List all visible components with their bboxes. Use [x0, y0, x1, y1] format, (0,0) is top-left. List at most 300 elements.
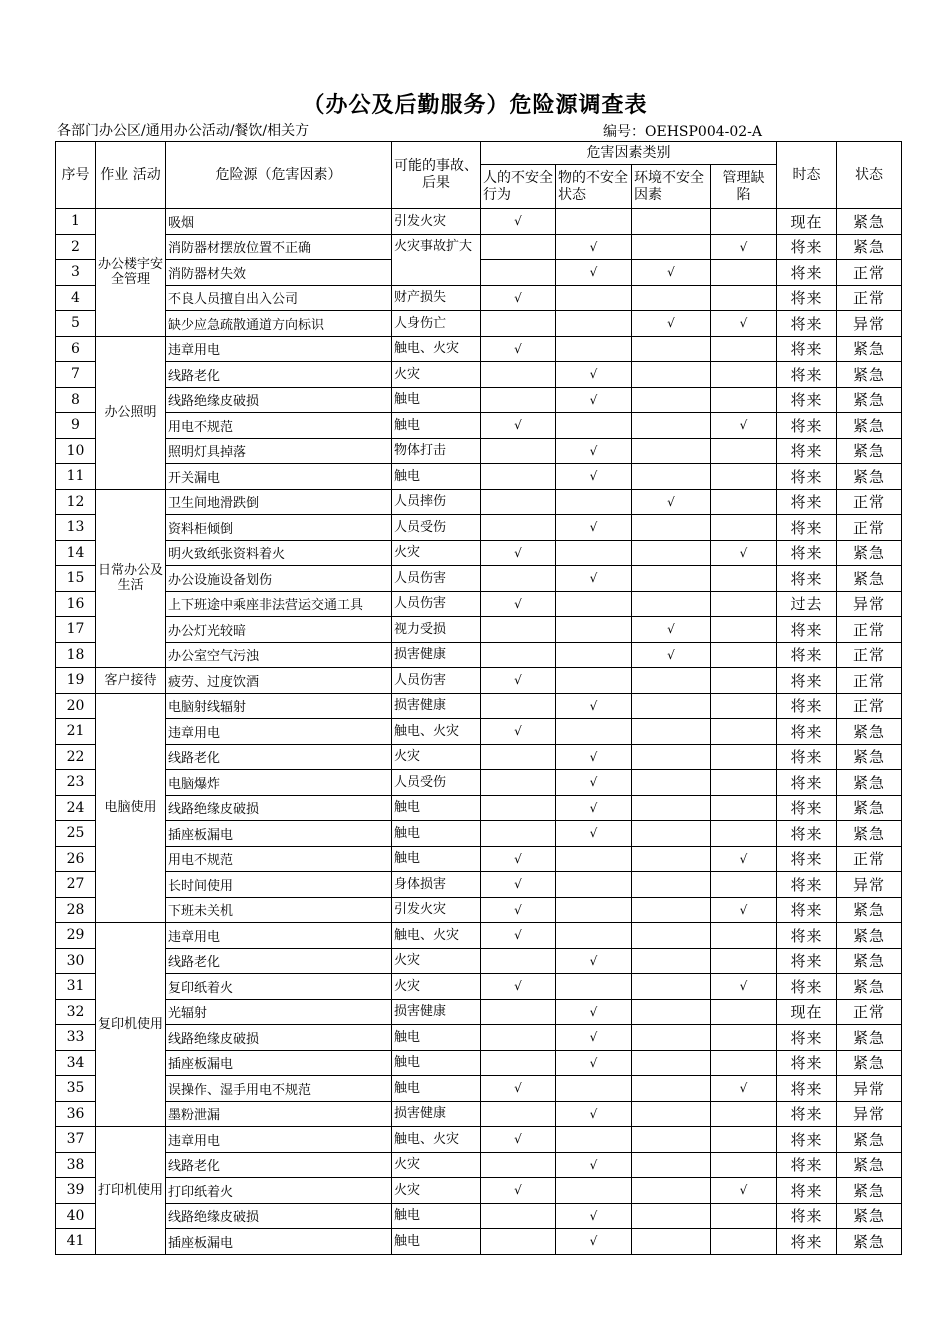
environment-unsafe-mark: [632, 285, 711, 311]
table-row: [56, 872, 902, 898]
header-state: 状态: [837, 142, 902, 209]
row-number: 35: [56, 1076, 96, 1102]
management-defect-mark: [711, 336, 777, 362]
table-row: [56, 1229, 902, 1255]
object-unsafe-state-mark: √: [556, 795, 632, 821]
row-number: 39: [56, 1178, 96, 1204]
consequence-cell: 人身伤亡: [392, 311, 481, 337]
table-row: [56, 336, 902, 362]
object-unsafe-state-mark: √: [556, 693, 632, 719]
tense-cell: 将来: [777, 948, 837, 974]
hazard-cell: 墨粉泄漏: [166, 1101, 392, 1127]
human-unsafe-act-mark: √: [481, 974, 556, 1000]
row-number: 33: [56, 1025, 96, 1051]
environment-unsafe-mark: [632, 515, 711, 541]
hazard-cell: 电脑爆炸: [166, 770, 392, 796]
state-cell: 紧急: [837, 719, 902, 745]
state-cell: 正常: [837, 515, 902, 541]
row-number: 23: [56, 770, 96, 796]
tense-cell: 将来: [777, 1076, 837, 1102]
row-number: 40: [56, 1203, 96, 1229]
consequence-cell: 人员伤害: [392, 591, 481, 617]
header-seq: 序号: [56, 142, 96, 209]
department-scope: 各部门办公区/通用办公活动/餐饮/相关方: [57, 123, 310, 139]
hazard-cell: 违章用电: [166, 719, 392, 745]
table-row: [56, 821, 902, 847]
human-unsafe-act-mark: √: [481, 1178, 556, 1204]
hazard-cell: 吸烟: [166, 209, 392, 235]
environment-unsafe-mark: [632, 948, 711, 974]
row-number: 14: [56, 540, 96, 566]
table-row: [56, 617, 902, 643]
hazard-cell: 上下班途中乘座非法营运交通工具: [166, 591, 392, 617]
header-tense: 时态: [777, 142, 837, 209]
environment-unsafe-mark: [632, 591, 711, 617]
tense-cell: 将来: [777, 1127, 837, 1153]
object-unsafe-state-mark: [556, 336, 632, 362]
consequence-cell: 触电、火灾: [392, 336, 481, 362]
environment-unsafe-mark: [632, 795, 711, 821]
hazard-cell: 不良人员擅自出入公司: [166, 285, 392, 311]
management-defect-mark: √: [711, 311, 777, 337]
management-defect-mark: [711, 770, 777, 796]
tense-cell: 将来: [777, 260, 837, 286]
state-cell: 紧急: [837, 1025, 902, 1051]
management-defect-mark: [711, 642, 777, 668]
table-row: [56, 209, 902, 235]
hazard-cell: 违章用电: [166, 1127, 392, 1153]
management-defect-mark: [711, 515, 777, 541]
object-unsafe-state-mark: √: [556, 1203, 632, 1229]
tense-cell: 将来: [777, 438, 837, 464]
activity-cell: 办公楼宇安全管理: [96, 209, 166, 337]
hazard-cell: 线路绝缘皮破损: [166, 795, 392, 821]
tense-cell: 将来: [777, 387, 837, 413]
consequence-cell: 人员伤害: [392, 566, 481, 592]
management-defect-mark: [711, 1127, 777, 1153]
object-unsafe-state-mark: [556, 923, 632, 949]
object-unsafe-state-mark: [556, 591, 632, 617]
state-cell: 紧急: [837, 897, 902, 923]
row-number: 36: [56, 1101, 96, 1127]
tense-cell: 将来: [777, 872, 837, 898]
object-unsafe-state-mark: √: [556, 999, 632, 1025]
state-cell: 紧急: [837, 336, 902, 362]
table-row: [56, 234, 902, 260]
object-unsafe-state-mark: [556, 311, 632, 337]
table-row: [56, 540, 902, 566]
hazard-cell: 误操作、湿手用电不规范: [166, 1076, 392, 1102]
hazard-cell: 线路老化: [166, 744, 392, 770]
management-defect-mark: √: [711, 897, 777, 923]
hazard-cell: 线路老化: [166, 948, 392, 974]
tense-cell: 将来: [777, 1101, 837, 1127]
management-defect-mark: [711, 209, 777, 235]
row-number: 15: [56, 566, 96, 592]
table-row: [56, 362, 902, 388]
object-unsafe-state-mark: √: [556, 464, 632, 490]
hazard-cell: 插座板漏电: [166, 821, 392, 847]
table-row: [56, 693, 902, 719]
human-unsafe-act-mark: [481, 642, 556, 668]
state-cell: 紧急: [837, 438, 902, 464]
consequence-cell: 引发火灾: [392, 897, 481, 923]
tense-cell: 将来: [777, 897, 837, 923]
table-row: [56, 1025, 902, 1051]
management-defect-mark: [711, 1025, 777, 1051]
state-cell: 正常: [837, 999, 902, 1025]
row-number: 4: [56, 285, 96, 311]
state-cell: 紧急: [837, 540, 902, 566]
management-defect-mark: [711, 1101, 777, 1127]
environment-unsafe-mark: [632, 719, 711, 745]
management-defect-mark: [711, 387, 777, 413]
tense-cell: 现在: [777, 999, 837, 1025]
consequence-cell: 身体损害: [392, 872, 481, 898]
consequence-cell: 触电: [392, 1203, 481, 1229]
object-unsafe-state-mark: √: [556, 821, 632, 847]
tense-cell: 将来: [777, 413, 837, 439]
environment-unsafe-mark: [632, 923, 711, 949]
object-unsafe-state-mark: √: [556, 1101, 632, 1127]
environment-unsafe-mark: [632, 362, 711, 388]
header-management-defect: 管理缺陷: [711, 165, 777, 209]
hazard-cell: 线路老化: [166, 362, 392, 388]
table-row: [56, 719, 902, 745]
hazard-cell: 缺少应急疏散通道方向标识: [166, 311, 392, 337]
row-number: 26: [56, 846, 96, 872]
tense-cell: 将来: [777, 234, 837, 260]
row-number: 1: [56, 209, 96, 235]
activity-cell: 复印机使用: [96, 923, 166, 1127]
row-number: 27: [56, 872, 96, 898]
human-unsafe-act-mark: [481, 464, 556, 490]
table-row: [56, 311, 902, 337]
consequence-cell: 火灾: [392, 948, 481, 974]
row-number: 31: [56, 974, 96, 1000]
consequence-cell: 触电、火灾: [392, 923, 481, 949]
tense-cell: 将来: [777, 1050, 837, 1076]
consequence-cell: 人员伤害: [392, 668, 481, 694]
human-unsafe-act-mark: √: [481, 872, 556, 898]
consequence-cell: 触电: [392, 1229, 481, 1255]
hazard-cell: 复印纸着火: [166, 974, 392, 1000]
human-unsafe-act-mark: [481, 1050, 556, 1076]
header-human-unsafe-act: 人的不安全行为: [481, 165, 556, 209]
object-unsafe-state-mark: [556, 668, 632, 694]
human-unsafe-act-mark: [481, 387, 556, 413]
object-unsafe-state-mark: [556, 617, 632, 643]
tense-cell: 将来: [777, 795, 837, 821]
human-unsafe-act-mark: [481, 489, 556, 515]
object-unsafe-state-mark: √: [556, 260, 632, 286]
environment-unsafe-mark: [632, 1229, 711, 1255]
table-row: [56, 948, 902, 974]
environment-unsafe-mark: [632, 234, 711, 260]
state-cell: 正常: [837, 693, 902, 719]
consequence-cell: 触电: [392, 464, 481, 490]
object-unsafe-state-mark: [556, 285, 632, 311]
management-defect-mark: [711, 617, 777, 643]
consequence-cell: 人员摔伤: [392, 489, 481, 515]
state-cell: 正常: [837, 846, 902, 872]
header-environment-unsafe: 环境不安全因素: [632, 165, 711, 209]
consequence-cell: 触电: [392, 795, 481, 821]
environment-unsafe-mark: [632, 770, 711, 796]
object-unsafe-state-mark: √: [556, 1229, 632, 1255]
object-unsafe-state-mark: [556, 540, 632, 566]
table-row: [56, 1127, 902, 1153]
object-unsafe-state-mark: [556, 897, 632, 923]
hazard-rows: [56, 209, 902, 1255]
human-unsafe-act-mark: [481, 566, 556, 592]
tense-cell: 将来: [777, 770, 837, 796]
human-unsafe-act-mark: √: [481, 540, 556, 566]
consequence-cell: 人员受伤: [392, 770, 481, 796]
table-row: [56, 923, 902, 949]
tense-cell: 将来: [777, 846, 837, 872]
human-unsafe-act-mark: √: [481, 413, 556, 439]
hazard-cell: 线路绝缘皮破损: [166, 387, 392, 413]
human-unsafe-act-mark: [481, 1203, 556, 1229]
state-cell: 紧急: [837, 1152, 902, 1178]
state-cell: 紧急: [837, 464, 902, 490]
object-unsafe-state-mark: √: [556, 387, 632, 413]
environment-unsafe-mark: √: [632, 642, 711, 668]
row-number: 6: [56, 336, 96, 362]
management-defect-mark: [711, 464, 777, 490]
object-unsafe-state-mark: [556, 1178, 632, 1204]
activity-cell: 电脑使用: [96, 693, 166, 923]
tense-cell: 将来: [777, 974, 837, 1000]
table-row: [56, 566, 902, 592]
environment-unsafe-mark: [632, 566, 711, 592]
row-number: 25: [56, 821, 96, 847]
row-number: 9: [56, 413, 96, 439]
state-cell: 紧急: [837, 1050, 902, 1076]
hazard-cell: 卫生间地滑跌倒: [166, 489, 392, 515]
table-row: [56, 744, 902, 770]
row-number: 19: [56, 668, 96, 694]
state-cell: 异常: [837, 1076, 902, 1102]
consequence-cell: 火灾: [392, 362, 481, 388]
tense-cell: 将来: [777, 1229, 837, 1255]
object-unsafe-state-mark: √: [556, 744, 632, 770]
environment-unsafe-mark: √: [632, 311, 711, 337]
header-activity: 作业 活动: [96, 142, 166, 209]
environment-unsafe-mark: [632, 1025, 711, 1051]
consequence-cell: 火灾: [392, 744, 481, 770]
hazard-cell: 下班未关机: [166, 897, 392, 923]
consequence-cell: 触电: [392, 846, 481, 872]
state-cell: 紧急: [837, 209, 902, 235]
environment-unsafe-mark: [632, 1178, 711, 1204]
management-defect-mark: [711, 719, 777, 745]
row-number: 7: [56, 362, 96, 388]
tense-cell: 将来: [777, 668, 837, 694]
tense-cell: 将来: [777, 693, 837, 719]
management-defect-mark: √: [711, 540, 777, 566]
state-cell: 正常: [837, 668, 902, 694]
human-unsafe-act-mark: [481, 821, 556, 847]
management-defect-mark: [711, 1152, 777, 1178]
state-cell: 紧急: [837, 795, 902, 821]
management-defect-mark: [711, 795, 777, 821]
hazard-survey-table: [55, 141, 902, 1255]
hazard-cell: 光辐射: [166, 999, 392, 1025]
header-object-unsafe-state: 物的不安全状态: [556, 165, 632, 209]
hazard-cell: 办公室空气污浊: [166, 642, 392, 668]
row-number: 41: [56, 1229, 96, 1255]
state-cell: 正常: [837, 260, 902, 286]
hazard-cell: 照明灯具掉落: [166, 438, 392, 464]
object-unsafe-state-mark: √: [556, 362, 632, 388]
hazard-cell: 用电不规范: [166, 413, 392, 439]
activity-cell: 办公照明: [96, 336, 166, 489]
state-cell: 紧急: [837, 1178, 902, 1204]
tense-cell: 将来: [777, 362, 837, 388]
human-unsafe-act-mark: [481, 617, 556, 643]
human-unsafe-act-mark: √: [481, 1076, 556, 1102]
tense-cell: 将来: [777, 821, 837, 847]
row-number: 30: [56, 948, 96, 974]
management-defect-mark: √: [711, 1076, 777, 1102]
tense-cell: 将来: [777, 1152, 837, 1178]
human-unsafe-act-mark: √: [481, 719, 556, 745]
human-unsafe-act-mark: √: [481, 897, 556, 923]
state-cell: 紧急: [837, 923, 902, 949]
table-row: [56, 1152, 902, 1178]
tense-cell: 将来: [777, 566, 837, 592]
management-defect-mark: [711, 668, 777, 694]
management-defect-mark: [711, 1203, 777, 1229]
consequence-cell: 触电、火灾: [392, 1127, 481, 1153]
state-cell: 紧急: [837, 770, 902, 796]
object-unsafe-state-mark: √: [556, 948, 632, 974]
human-unsafe-act-mark: [481, 999, 556, 1025]
document-code: 编号：OEHSP004-02-A: [603, 124, 763, 140]
hazard-cell: 插座板漏电: [166, 1050, 392, 1076]
table-row: [56, 387, 902, 413]
object-unsafe-state-mark: √: [556, 770, 632, 796]
table-row: [56, 515, 902, 541]
human-unsafe-act-mark: [481, 1229, 556, 1255]
object-unsafe-state-mark: [556, 413, 632, 439]
consequence-cell: 引发火灾: [392, 209, 481, 235]
hazard-cell: 违章用电: [166, 336, 392, 362]
environment-unsafe-mark: [632, 413, 711, 439]
consequence-cell: 触电: [392, 821, 481, 847]
environment-unsafe-mark: [632, 1076, 711, 1102]
tense-cell: 将来: [777, 540, 837, 566]
activity-cell: 打印机使用: [96, 1127, 166, 1255]
management-defect-mark: [711, 744, 777, 770]
row-number: 29: [56, 923, 96, 949]
management-defect-mark: [711, 872, 777, 898]
consequence-cell: 火灾: [392, 540, 481, 566]
hazard-cell: 电脑射线辐射: [166, 693, 392, 719]
consequence-cell: 财产损失: [392, 285, 481, 311]
consequence-cell: 触电、火灾: [392, 719, 481, 745]
consequence-cell: 火灾: [392, 1178, 481, 1204]
state-cell: 紧急: [837, 1229, 902, 1255]
state-cell: 紧急: [837, 413, 902, 439]
management-defect-mark: [711, 285, 777, 311]
object-unsafe-state-mark: [556, 642, 632, 668]
environment-unsafe-mark: [632, 897, 711, 923]
object-unsafe-state-mark: [556, 489, 632, 515]
human-unsafe-act-mark: [481, 744, 556, 770]
hazard-cell: 疲劳、过度饮酒: [166, 668, 392, 694]
table-row: [56, 438, 902, 464]
document-title: （办公及后勤服务）危险源调查表: [302, 93, 648, 118]
human-unsafe-act-mark: [481, 515, 556, 541]
object-unsafe-state-mark: [556, 1076, 632, 1102]
consequence-cell: 触电: [392, 413, 481, 439]
environment-unsafe-mark: [632, 438, 711, 464]
human-unsafe-act-mark: [481, 234, 556, 260]
consequence-cell: 损害健康: [392, 693, 481, 719]
environment-unsafe-mark: [632, 1203, 711, 1229]
header-consequence: 可能的事故、后果: [392, 142, 481, 209]
management-defect-mark: [711, 438, 777, 464]
object-unsafe-state-mark: √: [556, 515, 632, 541]
consequence-cell: 火灾: [392, 1152, 481, 1178]
object-unsafe-state-mark: √: [556, 438, 632, 464]
activity-cell: 日常办公及生活: [96, 489, 166, 668]
tense-cell: 过去: [777, 591, 837, 617]
management-defect-mark: [711, 1050, 777, 1076]
consequence-cell: 触电: [392, 1025, 481, 1051]
human-unsafe-act-mark: [481, 260, 556, 286]
object-unsafe-state-mark: [556, 872, 632, 898]
management-defect-mark: √: [711, 234, 777, 260]
row-number: 10: [56, 438, 96, 464]
environment-unsafe-mark: [632, 540, 711, 566]
environment-unsafe-mark: [632, 1101, 711, 1127]
state-cell: 紧急: [837, 744, 902, 770]
row-number: 16: [56, 591, 96, 617]
environment-unsafe-mark: √: [632, 260, 711, 286]
table-row: [56, 489, 902, 515]
human-unsafe-act-mark: [481, 1025, 556, 1051]
object-unsafe-state-mark: [556, 846, 632, 872]
management-defect-mark: √: [711, 974, 777, 1000]
management-defect-mark: [711, 999, 777, 1025]
hazard-cell: 开关漏电: [166, 464, 392, 490]
table-row: [56, 795, 902, 821]
hazard-cell: 打印纸着火: [166, 1178, 392, 1204]
object-unsafe-state-mark: √: [556, 1152, 632, 1178]
tense-cell: 将来: [777, 285, 837, 311]
management-defect-mark: [711, 948, 777, 974]
human-unsafe-act-mark: √: [481, 209, 556, 235]
hazard-cell: 长时间使用: [166, 872, 392, 898]
tense-cell: 将来: [777, 617, 837, 643]
consequence-cell: 触电: [392, 1076, 481, 1102]
row-number: 17: [56, 617, 96, 643]
object-unsafe-state-mark: [556, 974, 632, 1000]
hazard-cell: 违章用电: [166, 923, 392, 949]
state-cell: 异常: [837, 591, 902, 617]
state-cell: 紧急: [837, 948, 902, 974]
environment-unsafe-mark: [632, 872, 711, 898]
human-unsafe-act-mark: [481, 362, 556, 388]
hazard-cell: 办公设施设备划伤: [166, 566, 392, 592]
hazard-cell: 资料柜倾倒: [166, 515, 392, 541]
object-unsafe-state-mark: [556, 209, 632, 235]
consequence-cell: 火灾: [392, 974, 481, 1000]
